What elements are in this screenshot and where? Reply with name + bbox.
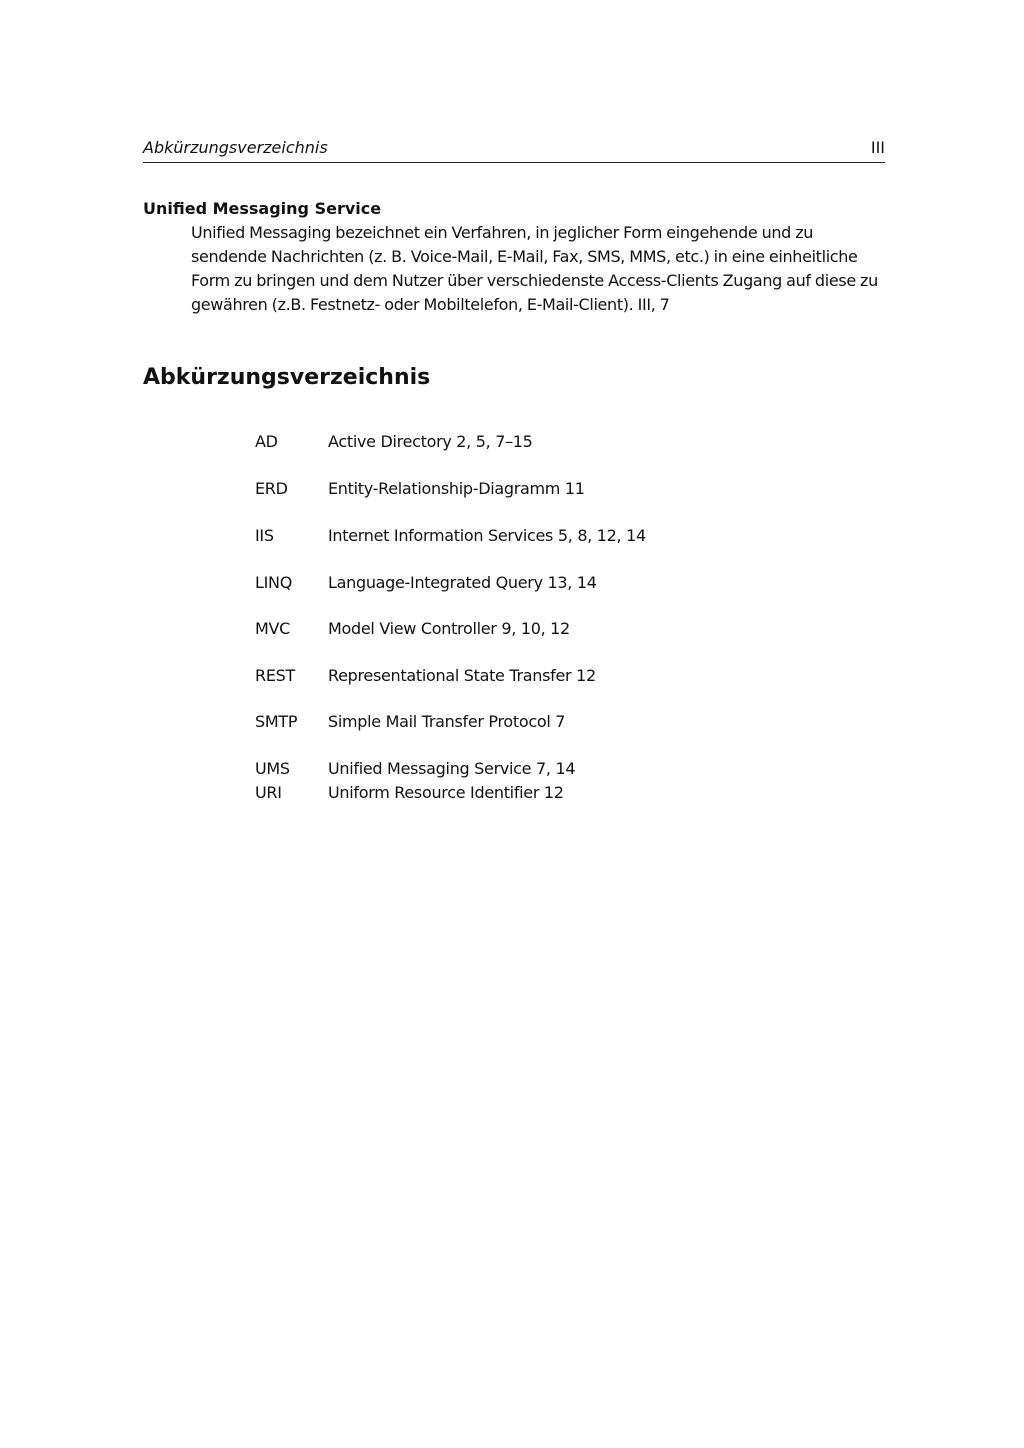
abbreviation-description: Entity-Relationship-Diagramm 11 bbox=[328, 479, 585, 498]
abbreviation-key: ERD bbox=[255, 479, 288, 498]
abbreviation-key: MVC bbox=[255, 619, 291, 638]
abbreviation-key: UMS bbox=[255, 759, 290, 778]
glossary-entry bbox=[143, 197, 885, 317]
abbreviation-description: Representational State Transfer 12 bbox=[328, 666, 596, 685]
abbreviation-key: REST bbox=[255, 666, 295, 685]
abbreviation-description: Active Directory 2, 5, 7–15 bbox=[328, 432, 533, 451]
abbreviation-description: Unified Messaging Service 7, 14 bbox=[328, 759, 576, 778]
abbreviation-key: URI bbox=[255, 783, 282, 802]
abbreviation-description: Model View Controller 9, 10, 12 bbox=[328, 619, 570, 638]
abbreviation-description: Internet Information Services 5, 8, 12, 14 bbox=[328, 526, 646, 545]
abbreviation-key: SMTP bbox=[255, 712, 298, 731]
abbreviation-key: AD bbox=[255, 432, 278, 451]
abbreviation-description: Uniform Resource Identifier 12 bbox=[328, 783, 564, 802]
abbreviation-description: Simple Mail Transfer Protocol 7 bbox=[328, 712, 566, 731]
abbreviation-key: IIS bbox=[255, 526, 274, 545]
glossary-term: Unified Messaging Service bbox=[143, 199, 382, 218]
page-number: III bbox=[870, 138, 885, 157]
glossary-definition: Unified Messaging bezeichnet ein Verfahren, in jeglicher Form eingehende und zu sendende Nachrichten (z. B. Voice-Mail, E-Mail, Fax, SMS, MMS, etc.) in eine einheitliche Form zu bringen und dem Nutzer über verschiedenste Access-Clients Zugang auf diese zu gewähren (z.B. Festnetz- oder Mobiltelefon, E-Mail-Client). III, 7 bbox=[191, 223, 878, 314]
header-title: Abkürzungsverzeichnis bbox=[143, 138, 328, 157]
page-header bbox=[143, 136, 885, 163]
abbreviation-description: Language-Integrated Query 13, 14 bbox=[328, 573, 597, 592]
abbreviation-key: LINQ bbox=[255, 573, 292, 592]
section-title: Abkürzungsverzeichnis bbox=[143, 365, 431, 390]
